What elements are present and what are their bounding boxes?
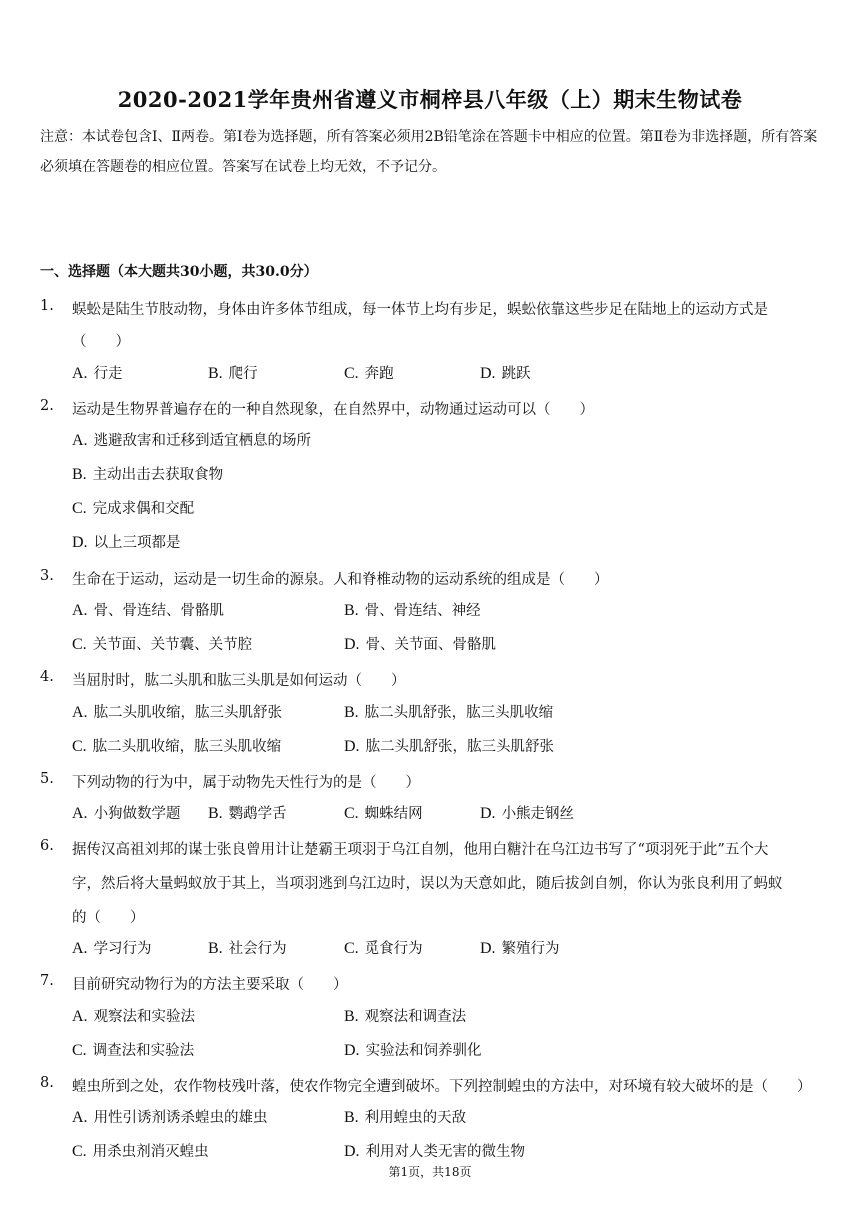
option-text: 肱二头肌舒张，肱三头肌收缩	[364, 705, 554, 721]
option-a	[72, 802, 181, 823]
option-text: 小狗做数学题	[93, 806, 181, 822]
page-title: 2020-2021学年贵州省遵义市桐梓县八年级（上）期末生物试卷	[117, 87, 743, 112]
question-text: 蝗虫所到之处，农作物枝残叶落，使农作物完全遭到破坏。下列控制蝗虫的方法中，对环境有较大破坏的是（ ）	[72, 1079, 812, 1095]
option-text: 学习行为	[93, 941, 152, 957]
question-text: 下列动物的行为中，属于动物先天性行为的是（ ）	[72, 775, 420, 791]
option-b	[208, 937, 287, 958]
option-text: 调查法和实验法	[92, 1043, 195, 1059]
option-letter: A.	[72, 432, 88, 449]
option-text: 逃避敌害和迁移到适宜栖息的场所	[93, 433, 312, 449]
option-letter: C.	[344, 365, 359, 382]
option-text: 肱二头肌收缩，肱三头肌舒张	[93, 705, 283, 721]
option-c	[344, 362, 394, 383]
option-letter: A.	[72, 365, 88, 382]
option-b	[208, 802, 287, 823]
option-c	[72, 735, 281, 756]
option-letter: C.	[344, 940, 359, 957]
option-letter: A.	[72, 805, 88, 822]
option-text: 观察法和实验法	[93, 1009, 196, 1025]
option-c	[72, 1039, 194, 1060]
question-text: 据传汉高祖刘邦的谋士张良曾用计让楚霸王项羽于乌江自刎，他用白糖汁在乌江边书写了“项羽死于此”五个大	[72, 842, 769, 858]
option-letter: C.	[72, 1143, 87, 1160]
option-d	[344, 1039, 482, 1060]
option-d	[480, 937, 560, 958]
option-letter: C.	[344, 805, 359, 822]
question-number: 4.	[40, 669, 54, 685]
option-text: 以上三项都是	[93, 535, 181, 551]
option-text: 肱二头肌收缩，肱三头肌收缩	[92, 739, 282, 755]
option-a	[72, 599, 224, 620]
option-d	[480, 802, 574, 823]
option-letter: D.	[72, 534, 88, 551]
option-text: 完成求偶和交配	[92, 501, 195, 517]
option-a	[72, 1106, 268, 1127]
option-letter: A.	[72, 602, 88, 619]
option-b	[344, 701, 553, 722]
option-letter: D.	[344, 1042, 360, 1059]
option-b	[208, 362, 258, 383]
question-number: 8.	[40, 1075, 54, 1091]
option-d	[344, 1140, 525, 1161]
question-text: 生命在于运动，运动是一切生命的源泉。人和脊椎动物的运动系统的组成是（ ）	[72, 572, 609, 588]
option-text: 小熊走钢丝	[501, 806, 575, 822]
question-number: 2.	[40, 398, 54, 414]
option-text: 繁殖行为	[501, 941, 560, 957]
option-text: 肱二头肌舒张，肱三头肌舒张	[365, 739, 555, 755]
question-text: （ ）	[72, 334, 130, 350]
question-number: 7.	[40, 973, 54, 989]
option-text: 行走	[93, 366, 123, 382]
option-text: 关节面、关节囊、关节腔	[92, 637, 253, 653]
option-letter: B.	[208, 365, 223, 382]
option-letter: D.	[344, 636, 360, 653]
option-text: 利用对人类无害的微生物	[365, 1144, 526, 1160]
question-text: 的（ ）	[72, 910, 145, 926]
question-number: 1.	[40, 298, 54, 314]
option-letter: B.	[344, 1109, 359, 1126]
option-text: 社会行为	[228, 941, 287, 957]
option-text: 利用蝗虫的天敌	[364, 1110, 467, 1126]
option-b	[344, 1005, 466, 1026]
option-text: 骨、骨连结、骨骼肌	[93, 603, 225, 619]
option-text: 奔跑	[364, 366, 394, 382]
question-number: 5.	[40, 771, 54, 787]
option-text: 主动出击去获取食物	[92, 467, 224, 483]
question-text: 运动是生物界普遍存在的一种自然现象，在自然界中，动物通过运动可以（ ）	[72, 402, 594, 418]
option-c	[344, 802, 423, 823]
question-number: 3.	[40, 568, 54, 584]
option-a	[72, 362, 123, 383]
option-letter: B.	[208, 940, 223, 957]
option-b	[344, 1106, 466, 1127]
option-letter: C.	[72, 500, 87, 517]
option-c	[72, 633, 252, 654]
option-letter: B.	[344, 1008, 359, 1025]
option-text: 实验法和饲养驯化	[365, 1043, 482, 1059]
option-text: 跳跃	[501, 366, 531, 382]
option-c	[72, 1140, 209, 1161]
section-heading: 一、选择题（本大题共30小题，共30.0分）	[40, 264, 318, 280]
option-letter: C.	[72, 636, 87, 653]
option-d	[344, 735, 554, 756]
question-text: 目前研究动物行为的方法主要采取（ ）	[72, 977, 348, 993]
option-letter: D.	[480, 365, 496, 382]
option-letter: A.	[72, 940, 88, 957]
option-letter: B.	[72, 466, 87, 483]
option-text: 用杀虫剂消灭蝗虫	[92, 1144, 209, 1160]
page-footer: 第1页，共18页	[388, 1165, 472, 1179]
option-c	[72, 497, 194, 518]
question-text: 当屈肘时，肱二头肌和肱三头肌是如何运动（ ）	[72, 673, 406, 689]
option-a	[72, 429, 311, 450]
option-text: 鹦鹉学舌	[228, 806, 287, 822]
option-d	[480, 362, 531, 383]
question-text: 蜈蚣是陆生节肢动物，身体由许多体节组成，每一体节上均有步足，蜈蚣依靠这些步足在陆地上的运动方式是	[72, 302, 768, 318]
option-text: 用性引诱剂诱杀蝗虫的雄虫	[93, 1110, 268, 1126]
option-letter: D.	[344, 738, 360, 755]
exam-notice: 注意：本试卷包含Ⅰ、Ⅱ两卷。第Ⅰ卷为选择题，所有答案必须用2B铅笔涂在答题卡中相应的位置。第Ⅱ卷为非选择题，所有答案必须填在答题卷的相应位置。答案写在试卷上均无效，不予记分。	[40, 129, 818, 175]
option-a	[72, 1005, 195, 1026]
option-text: 骨、骨连结、神经	[364, 603, 481, 619]
question-text: 字，然后将大量蚂蚁放于其上，当项羽逃到乌江边时，误以为天意如此，随后拔剑自刎，你认为张良利用了蚂蚁	[72, 876, 783, 892]
question-number: 6.	[40, 838, 54, 854]
option-text: 骨、关节面、骨骼肌	[365, 637, 497, 653]
option-letter: B.	[208, 805, 223, 822]
option-text: 观察法和调查法	[364, 1009, 467, 1025]
option-text: 爬行	[228, 366, 258, 382]
option-b	[344, 599, 481, 620]
option-letter: D.	[480, 805, 496, 822]
option-letter: D.	[480, 940, 496, 957]
option-letter: A.	[72, 704, 88, 721]
option-text: 觅食行为	[364, 941, 423, 957]
option-a	[72, 937, 152, 958]
option-c	[344, 937, 423, 958]
option-letter: B.	[344, 704, 359, 721]
option-letter: B.	[344, 602, 359, 619]
option-letter: A.	[72, 1008, 88, 1025]
option-letter: C.	[72, 1042, 87, 1059]
option-a	[72, 701, 282, 722]
option-letter: D.	[344, 1143, 360, 1160]
option-b	[72, 463, 223, 484]
option-letter: C.	[72, 738, 87, 755]
option-d	[72, 531, 181, 552]
option-d	[344, 633, 496, 654]
option-text: 蜘蛛结网	[364, 806, 423, 822]
option-letter: A.	[72, 1109, 88, 1126]
